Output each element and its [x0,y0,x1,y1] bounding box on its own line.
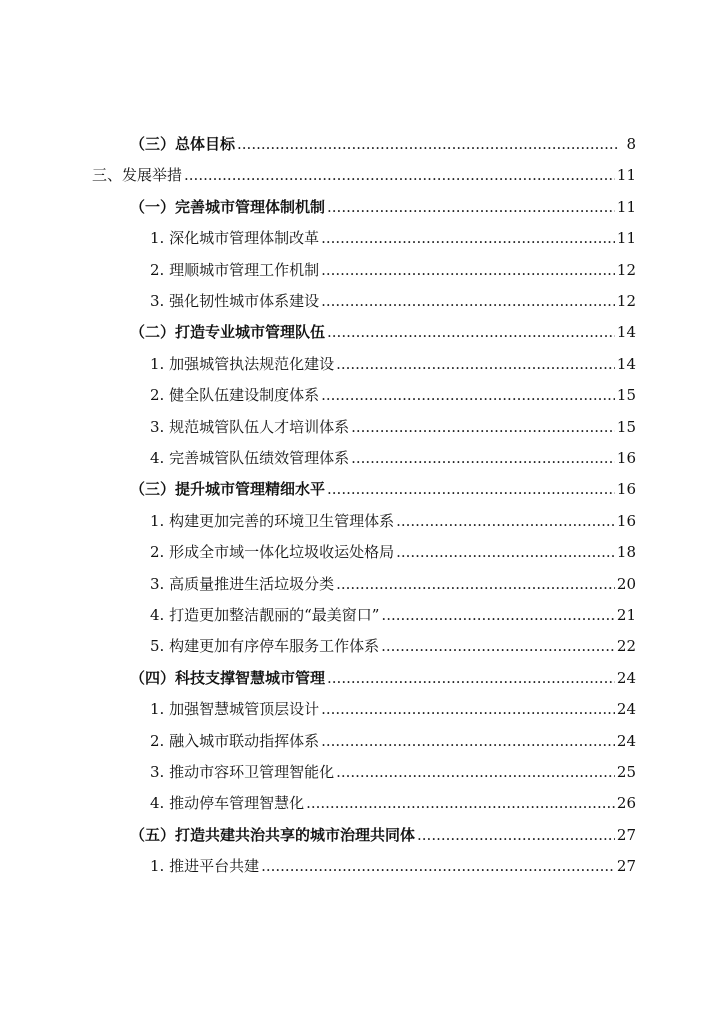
toc-entry-label: 3. 规范城管队伍人才培训体系 [150,418,350,436]
toc-entry[interactable] [130,193,636,221]
toc-dot-leader [327,475,615,503]
toc-page-number: 16 [616,449,636,467]
toc-page-number: 21 [616,606,636,624]
toc-entry-label: 2. 理顺城市管理工作机制 [150,261,320,279]
toc-entry-label: 1. 构建更加完善的环境卫生管理体系 [150,512,395,530]
toc-entry-label: 4. 推动停车管理智慧化 [150,794,305,812]
toc-page-number: 12 [616,292,636,310]
toc-entry[interactable] [150,444,636,472]
toc-page-number: 8 [626,135,636,153]
toc-dot-leader [351,444,615,472]
toc-entry-label: 1. 加强城管执法规范化建设 [150,355,335,373]
toc-entry-label: 1. 加强智慧城管顶层设计 [150,700,320,718]
toc-page-number: 25 [616,763,636,781]
toc-page-number: 27 [616,826,636,844]
toc-entry[interactable] [130,475,636,503]
toc-entry[interactable] [130,821,636,849]
toc-entry[interactable] [150,381,636,409]
toc-dot-leader [327,664,615,692]
toc-page-number: 24 [616,669,636,687]
toc-entry-label: （三）提升城市管理精细水平 [130,480,326,498]
toc-entry[interactable] [150,287,636,315]
toc-dot-leader [306,789,615,817]
toc-page-number: 16 [616,480,636,498]
toc-entry[interactable] [150,256,636,284]
toc-entry-label: 1. 推进平台共建 [150,857,260,875]
toc-entry-label: 三、发展举措 [92,166,183,184]
toc-page-number: 24 [616,700,636,718]
toc-entry[interactable] [150,570,636,598]
toc-entry-label: （四）科技支撑智慧城市管理 [130,669,326,687]
toc-dot-leader [321,256,615,284]
toc-entry-label: 2. 融入城市联动指挥体系 [150,732,320,750]
toc-page-number: 15 [616,386,636,404]
toc-dot-leader [381,601,614,629]
toc-entry[interactable] [150,538,636,566]
toc-entry-label: 2. 健全队伍建设制度体系 [150,386,320,404]
toc-page-number: 16 [616,512,636,530]
toc-page-number: 11 [616,166,636,184]
toc-dot-leader [417,821,615,849]
toc-entry-label: 3. 高质量推进生活垃圾分类 [150,575,335,593]
toc-entry-label: 3. 推动市容环卫管理智能化 [150,763,335,781]
toc-entry-label: 1. 深化城市管理体制改革 [150,229,320,247]
toc-dot-leader [381,632,615,660]
toc-entry-label: （三）总体目标 [130,135,236,153]
toc-entry-label: （五）打造共建共治共享的城市治理共同体 [130,826,416,844]
toc-page-number: 22 [616,637,636,655]
toc-page-number: 14 [616,355,636,373]
toc-dot-leader [321,727,615,755]
toc-entry-label: 5. 构建更加有序停车服务工作体系 [150,637,380,655]
toc-dot-leader [336,758,615,786]
toc-page-number: 26 [616,794,636,812]
toc-entry[interactable] [150,789,636,817]
toc-page-number: 20 [616,575,636,593]
toc-entry[interactable] [150,695,636,723]
toc-entry[interactable] [150,507,636,535]
toc-entry[interactable] [150,632,636,660]
toc-dot-leader [336,350,615,378]
toc-page-number: 14 [616,323,636,341]
toc-entry[interactable] [130,130,636,158]
toc-page-number: 18 [616,543,636,561]
toc-entry[interactable] [92,161,636,189]
toc-entry[interactable] [130,664,636,692]
toc-entry[interactable] [150,601,636,629]
toc-page-number: 15 [616,418,636,436]
toc-page-number: 27 [616,857,636,875]
toc-dot-leader [336,570,615,598]
toc-dot-leader [351,413,615,441]
toc-dot-leader [237,130,620,158]
toc-dot-leader [396,538,615,566]
toc-dot-leader [184,161,615,189]
toc-entry[interactable] [130,318,636,346]
toc-entry[interactable] [150,758,636,786]
toc-entry[interactable] [150,727,636,755]
toc-entry-label: （一）完善城市管理体制机制 [130,198,326,216]
toc-entry-label: （二）打造专业城市管理队伍 [130,323,326,341]
toc-page-number: 12 [616,261,636,279]
toc-dot-leader [327,318,615,346]
toc-page-number: 11 [616,198,636,216]
toc-entry-label: 4. 完善城管队伍绩效管理体系 [150,449,350,467]
toc-entry[interactable] [150,350,636,378]
toc-entry-label: 4. 打造更加整洁靓丽的“最美窗口” [150,606,380,624]
toc-entry-label: 3. 强化韧性城市体系建设 [150,292,320,310]
toc-dot-leader [327,193,615,221]
toc-dot-leader [321,287,615,315]
toc-entry[interactable] [150,413,636,441]
toc-dot-leader [396,507,615,535]
toc-entry[interactable] [150,852,636,880]
toc-entry[interactable] [150,224,636,252]
toc-entry-label: 2. 形成全市域一体化垃圾收运处格局 [150,543,395,561]
toc-page-number: 11 [616,229,636,247]
toc-dot-leader [261,852,615,880]
toc-dot-leader [321,224,615,252]
toc-dot-leader [321,695,615,723]
toc-page-number: 24 [616,732,636,750]
toc-dot-leader [321,381,615,409]
